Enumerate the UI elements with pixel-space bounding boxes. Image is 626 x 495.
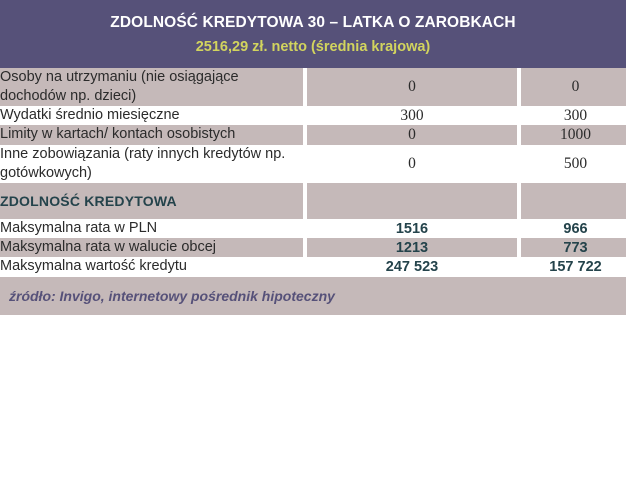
figure-header [0,0,626,68]
row-label: Limity w kartach/ kontach osobistych [0,125,303,144]
row-value-scenario-2: 157 722 [521,257,626,276]
table-row [0,145,626,183]
figure-subtitle: 2516,29 zł. netto (średnia krajowa) [195,38,431,55]
row-value-scenario-1: 0 [307,145,517,183]
row-label: Wydatki średnio miesięczne [0,106,303,125]
table-row [0,183,626,219]
row-value-scenario-2: 773 [521,238,626,257]
table-row [0,238,626,257]
row-value-scenario-2: 0 [521,68,626,106]
table-row [0,106,626,125]
row-label: Maksymalna rata w walucie obcej [0,238,303,257]
data-table [0,68,626,277]
table-row [0,219,626,238]
table-row [0,125,626,144]
figure-title: ZDOLNOŚĆ KREDYTOWA 30 – LATKA O ZAROBKACH [110,14,516,32]
table-body [0,68,626,277]
table-row [0,257,626,276]
row-value-scenario-2: 1000 [521,125,626,144]
row-value-scenario-2: 300 [521,106,626,125]
row-value-scenario-2 [521,183,626,219]
table-row [0,68,626,106]
row-label: Maksymalna wartość kredytu [0,257,303,276]
row-value-scenario-1: 1516 [307,219,517,238]
row-value-scenario-2: 500 [521,145,626,183]
figure-footer [0,277,626,315]
row-value-scenario-1: 1213 [307,238,517,257]
row-value-scenario-1: 0 [307,68,517,106]
row-value-scenario-2: 966 [521,219,626,238]
row-value-scenario-1: 247 523 [307,257,517,276]
row-value-scenario-1 [307,183,517,219]
row-label: Inne zobowiązania (raty innych kredytów np. gotówkowych) [0,145,303,183]
section-heading-label: ZDOLNOŚĆ KREDYTOWA [0,183,303,219]
row-label: Osoby na utrzymaniu (nie osiągające dochodów np. dzieci) [0,68,303,106]
row-label: Maksymalna rata w PLN [0,219,303,238]
source-note: źródło: Invigo, internetowy pośrednik hipoteczny [9,287,335,304]
row-value-scenario-1: 300 [307,106,517,125]
row-value-scenario-1: 0 [307,125,517,144]
